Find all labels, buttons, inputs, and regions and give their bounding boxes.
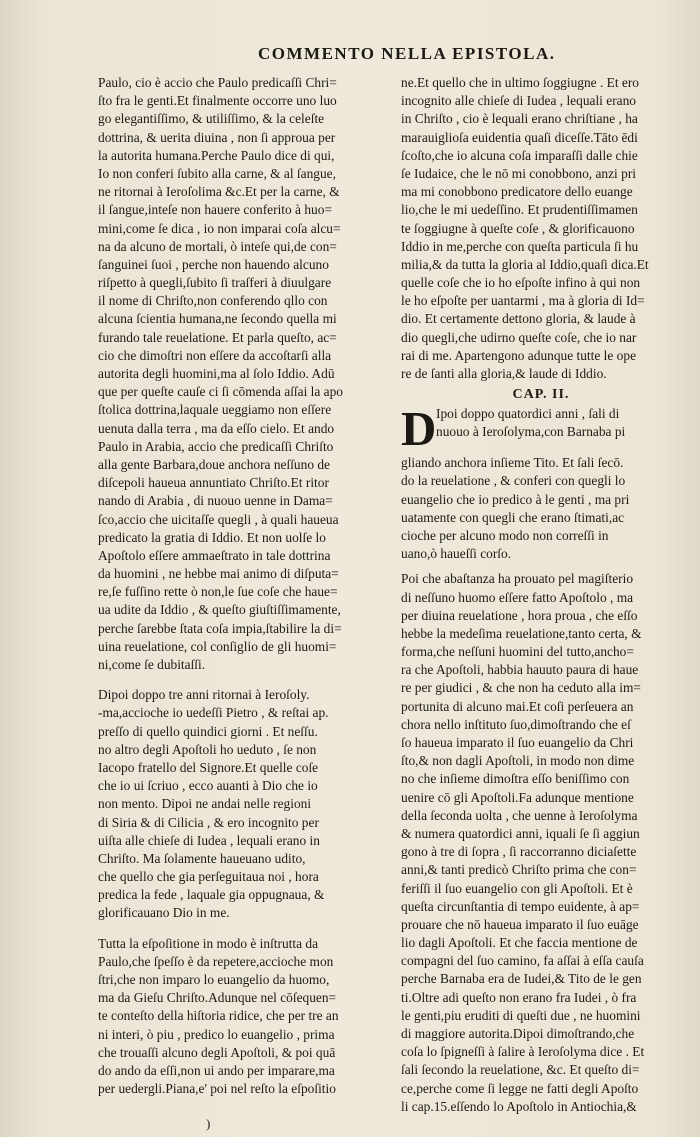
text-line: hebbe la medeſima reuelatione,tanto certa, & [401,625,642,641]
text-line: cioche per alcuno modo non correſſi in [401,527,609,543]
chapter-heading: CAP. II. [512,387,570,403]
text-line: li cap.15.eſſendo lo Apoſtolo in Antiochia,& [401,1098,637,1114]
text-line: ſcoſto,che io alcuna coſa imparaſſi dalle chie [401,147,638,163]
text-line: della ſeconda uolta , che uenne à Ieroſolyma [401,807,638,823]
text-line: in Chriſto , cio è lequali erano chriſtiane , ha [401,111,638,127]
text-line: non mento. Dipoi ne andai nelle regioni [98,796,312,812]
text-line: Io non conferi ſubito alla carne, & al ſangue, [98,165,336,181]
text-line: Dipoi doppo tre anni ritornai à Ieroſoly. [98,687,310,703]
text-line: Paulo,che ſpeſſo è da repetere,accioche mon [98,953,334,969]
running-head: COMMENTO NELLA EPISTOLA. [258,44,556,63]
text-line: furando tale reuelatione. Et parla queſto, ac= [98,329,337,345]
text-line: ſto fra le genti.Et finalmente occorre uno luo [98,93,337,109]
commentary-paragraph [401,570,681,1116]
text-line: ra che Apoſtoli, habbia hauuto paura di haue [401,662,639,678]
text-line: ua udite da Iddio , & queſto giuſtiſſimamente, [98,602,341,618]
text-line: per diuina reuelatione , hora proua , che eſſo [401,607,638,623]
text-line: ni,come ſe dubitaſſi. [98,657,206,672]
text-line: prouare che nō haueua imparato il ſuo euāge [401,916,639,932]
text-line: forma,che neſſuni huomini del tutto,ancho= [401,644,634,660]
right-column-continuation [401,74,681,383]
text-line: na da alcuno de mortali, ò inteſe qui,de con= [98,238,337,254]
text-line: incognito alle chieſe di Iudea , lequali erano [401,93,636,109]
paragraph-gap [98,674,392,686]
text-line: ſanguinei ſuoi , perche non hauendo alcuno [98,256,329,272]
text-line: no altro degli Apoſtoli ho ueduto , ſe non [98,741,317,757]
left-paragraph [98,935,392,1099]
text-line: marauiglioſa euidentia quaſi diceſſe.Tāto ēdi [401,129,638,145]
text-line: ſe Iudaice, che le nō mi conobbono, anzi pri [401,165,636,181]
text-line: di Siria & di Cilicia , & ero incognito per [98,814,319,830]
text-line: do la reuelatione , & conferi con quegli lo [401,473,626,489]
scripture-passage [401,401,681,563]
left-paragraph [98,74,392,674]
text-line: Poi che abaſtanza ha prouato pel magiſterio [401,571,634,587]
text-line: preſſo di quello quindici giorni . Et neſſu. [98,723,318,739]
text-line: lio dagli Apoſtoli. Et che faccia mentione de [401,935,638,951]
text-line: Apoſtolo eſſere ammaeſtrato in tale dottrina [98,547,331,563]
text-line: do ando da eſſi,non ui ando per imparare,ma [98,1062,335,1078]
text-line: milia,& da tutta la gloria al Iddio,quaſi dica.Et [401,256,649,272]
text-line: que per queſte cauſe ci ſi cōmenda aſſai la apo [98,384,344,400]
text-line: go elegantiſſimo, & utiliſſimo, & la celeſte [98,111,325,127]
text-line: ſali ſecondo la reuelatione, &c. Et queſto di= [401,1062,640,1078]
text-line: feriſſi il ſuo euangelio con gli Apoſtoli. Et è [401,880,633,896]
text-line: te conteſto della hiſtoria ridice, che per tre an [98,1008,339,1024]
text-line: coſa lo ſpigneſſi à ſalire à Ieroſolyma dice . Et [401,1044,645,1060]
text-line: uenire cō gli Apoſtoli.Fa adunque mentione [401,789,634,805]
text-line: la autorita humana.Perche Paulo dice di qui, [98,147,335,163]
text-line: dio quegli,che udirno queſte coſe, che io nar [401,329,637,345]
text-line: uatamente con quegli che erano ſtimati,ac [401,509,625,525]
text-line: nando di Arabia , di nuouo uenne in Dama= [98,493,333,509]
text-line: glorificauano Dio in me. [98,905,230,921]
text-line: di maggiore autorita.Dipoi dimoſtrando,che [401,1026,635,1041]
text-line: ſco,accio che uicitaſſe quegli , à quali haueua [98,511,339,527]
text-line: perche ſarebbe ſtata coſa impia,ſtabilire la di= [98,620,342,636]
text-line: mini,come ſe dica , io non imparai coſa alcu= [98,220,341,236]
text-line: uenuta dalla terra , ma da eſſo cielo. Et ando [98,420,335,436]
text-line: chora nello inſtituto ſuo,dimoſtrando che eſ [401,716,631,732]
text-line: di neſſuno huomo eſſere fatto Apoſtolo , ma [401,589,634,605]
text-line: da huomini , ne hebbe mai animo di diſputa= [98,566,339,582]
text-line: le ho eſpoſte per uantarmi , ma à gloria di Id= [401,293,645,309]
text-line: ni interi, ò piu , predico lo euangelio , prima [98,1026,335,1042]
text-line: ſtri,che non imparo lo euangelio da huomo, [98,972,330,987]
text-line: ce,perche come ſi legge ne fatti degli Apoſto [401,1080,639,1096]
text-line: per uedergli.Piana,e' poi nel reſto la eſpoſitio [98,1081,336,1097]
right-column [401,74,681,1116]
text-line: che quello che gia perſeguitaua noi , hora [98,869,319,885]
text-line: Iddio in me,perche con queſta particula ſi hu [401,238,639,254]
text-line: lio,che le mi uedeſſino. Et prudentiſſimamen [401,202,638,218]
text-line: perche Barnaba era de Iudei,& Tito de le gen [401,971,642,987]
text-line: che trouaſſi alcuno degli Apoſtoli, & poi quā [98,1044,336,1060]
text-line: Iacopo fratello del Signore.Et quelle coſe [98,759,319,775]
text-line: euangelio che io predico à le genti , ma pri [401,491,630,507]
text-line: dottrina, & uerita diuina , non ſi approua per [98,129,336,145]
text-line: ſtolica dottrina,laquale ueggiamo non eſſere [98,402,332,418]
text-line: predicato la gratia di Iddio. Et non uolſe lo [98,529,326,545]
text-line: gono à tre di ſopra , ſi raccorranno diciaſette [401,844,637,860]
text-line: il ſangue,inteſe non hauere conferito à huo= [98,202,332,218]
text-line: diſcepoli haueua annuntiato Chriſto.Et ritor [98,475,329,491]
text-line: alcuna ſcientia humana,ne ſecondo quella mi [98,311,337,327]
text-line: & numera quatordici anni, iquali ſe ſi aggiun [401,825,640,841]
text-line: il nome di Chriſto,non conferendo qllo con [98,293,328,309]
drop-cap: D [401,401,437,457]
text-line: ſo haueua imparato il ſuo euangelio da Chri [401,735,634,750]
text-line: Paulo in Arabia, accio che predicaſſi Chriſto [98,438,334,454]
paragraph-gap [98,923,392,935]
text-line: le genti,piu eruditi di queſti due , ne huomini [401,1007,641,1023]
text-line: compagni del ſuo camino, fa aſſai à eſſa cauſa [401,953,644,969]
text-line: nuouo à Ieroſolyma,con Barnaba pi [436,424,626,440]
text-line: uano,ò haueſſi corſo. [401,546,512,562]
text-line: quelle coſe che io ho eſpoſte infino à qui non [401,275,641,291]
text-line: Chriſto. Ma ſolamente haueuano udito, [98,850,306,866]
text-line: re per giudici , & che non ha ceduto alla im= [401,680,641,696]
text-line: cio che dimoſtri non eſſere da accoſtarſi alla [98,347,332,363]
text-line: Ipoi doppo quatordici anni , ſali di [436,406,620,422]
text-line: alla gente Barbara,doue anchora neſſuno de [98,456,330,472]
text-line: ne.Et quello che in ultimo ſoggiugne . Et ero [401,75,640,90]
text-line: anni,& tanti predicò Chriſto prima che con= [401,862,637,878]
text-line: queſta circunſtantia di tempo euidente, à ap= [401,898,640,914]
text-line: dio. Et certamente dettono gloria, & laude à [401,311,636,327]
text-line: autorita degli huomini,ma al ſolo Iddio. Adū [98,366,335,381]
text-line: ma mi conobbono predicatore dello euange [401,184,633,200]
text-line: Paulo, cio è accio che Paulo predicaſſi Chri= [98,75,337,90]
text-line: ma da Gieſu Chriſto.Adunque nel cōſequen= [98,990,337,1006]
text-line: gliando anchora inſieme Tito. Et ſali ſecō. [401,455,624,471]
left-paragraph [98,686,392,922]
text-line: ne ritornai à Ieroſolima &c.Et per la carne, & [98,184,340,200]
text-line: ti.Oltre adi queſto non erano fra Iudei , ò fra [401,989,637,1005]
folio-mark: ) [206,1116,211,1131]
text-line: te ſoggiugne à queſte coſe , & glorificauono [401,220,635,236]
text-line: rai di me. Apartengono adunque tutte le ope [401,347,637,363]
text-line: che io ui ſcriuo , ecco auanti à Dio che io [98,778,318,794]
text-line: portunita di alcuno mai.Et coſi perſeuera an [401,698,634,714]
text-line: -ma,accioche io uedeſſi Pietro , & reſtai ap. [98,705,329,721]
text-line: uina reuelatione, col conſiglio de gli huomi= [98,638,337,654]
text-line: Tutta la eſpoſitione in modo è inſtrutta da [98,935,319,951]
text-line: ſto,& non dagli Apoſtoli, in modo non dime [401,753,635,769]
text-line: re de ſanti alla gloria,& laude di Iddio. [401,366,607,381]
text-line: predica la fede , laquale gia oppugnaua, & [98,887,325,903]
text-line: no che inſieme dimoſtra eſſo beniſſimo con [401,771,630,787]
left-column [98,74,392,1098]
text-line: re,ſe fuſſino rette ò non,le ſue coſe che haue= [98,584,338,600]
text-line: uiſta alle chieſe di Iudea , lequali erano in [98,832,320,848]
text-line: riſpetto à quegli,ſubito ſi traſferi à diuulgare [98,275,332,291]
